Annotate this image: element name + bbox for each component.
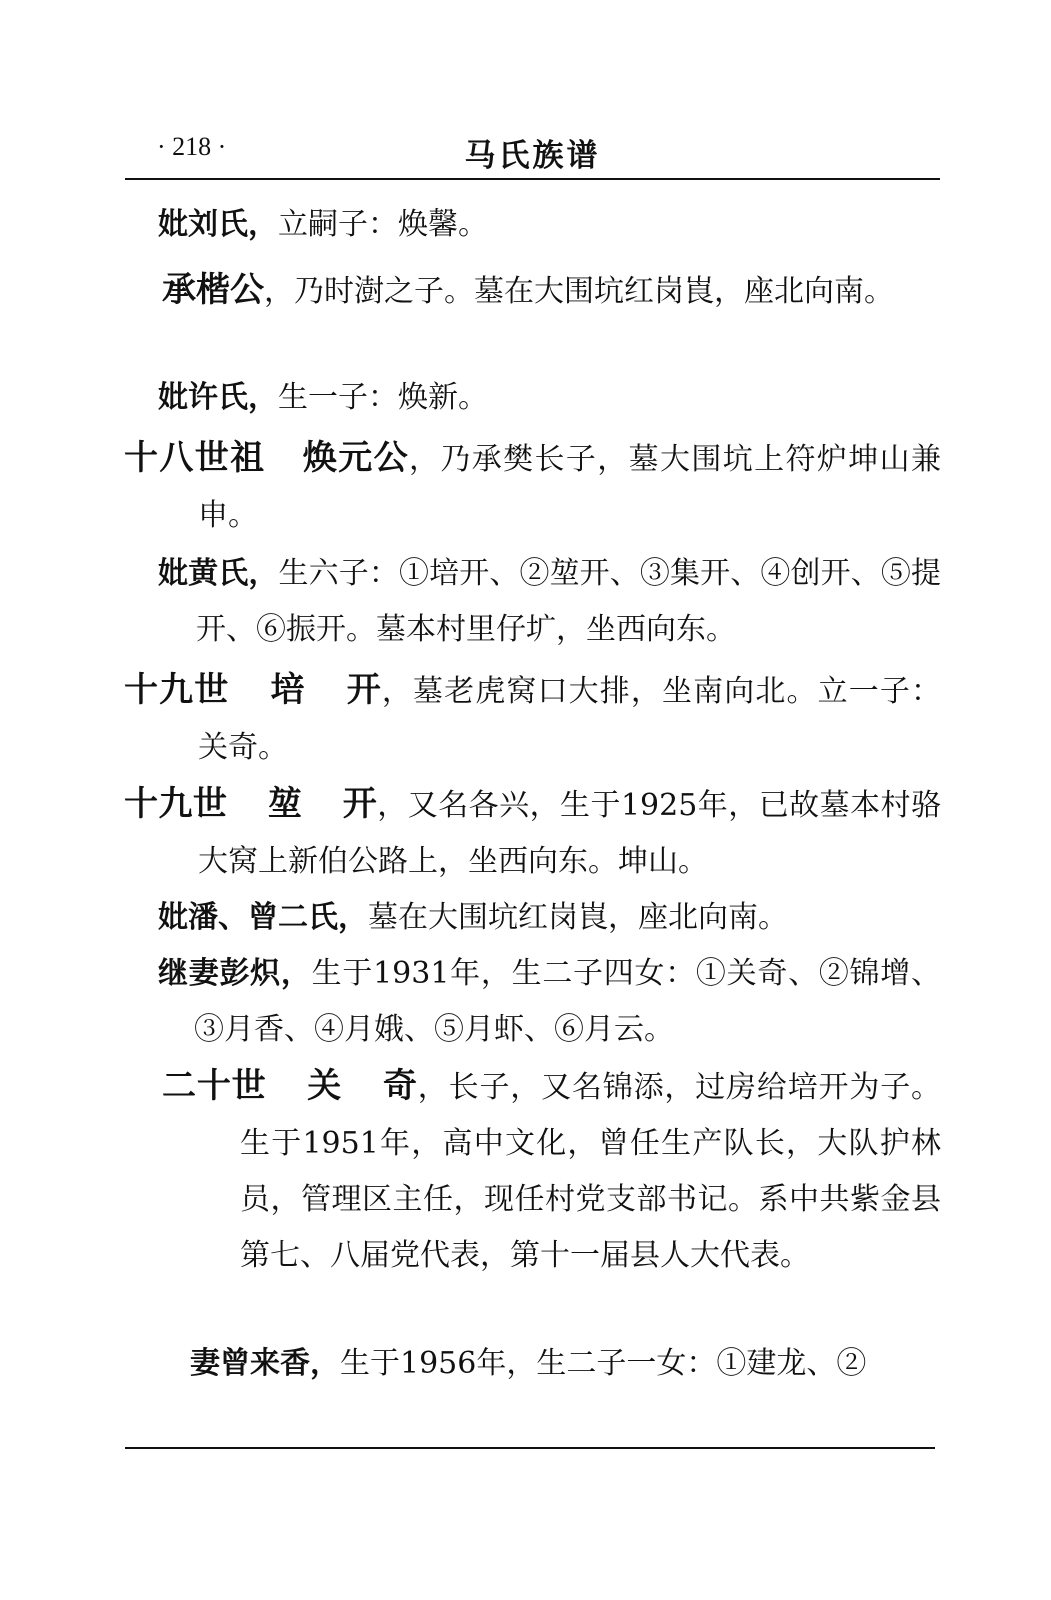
entry-text: 生一子：焕新。 — [278, 380, 488, 415]
entry-text: ，乃承樊长子，墓大围坑上符炉坤山兼申。 — [198, 442, 941, 533]
entry-name-second: 开 — [345, 670, 382, 710]
entry-name-first: 堃 — [267, 784, 303, 824]
footer-rule — [125, 1447, 935, 1449]
entry-text: 生于1931年，生二子四女：①关奇、②锦增、③月香、④月娥、⑤月虾、⑥月云。 — [194, 956, 941, 1047]
entry-text: 立嗣子：焕馨。 — [278, 207, 488, 242]
page-header — [125, 120, 940, 176]
entry-3 — [158, 370, 941, 426]
entry-generation: 十九世 — [124, 784, 228, 824]
entry-name-second: 奇 — [382, 1066, 418, 1106]
entry-generation: 二十世 — [162, 1066, 267, 1106]
entry-text: 生于1956年，生二子一女：①建龙、② — [340, 1346, 867, 1381]
page-number: · 218 · — [157, 132, 227, 161]
entry-6 — [124, 662, 941, 776]
entry-name: 妣刘氏， — [158, 207, 278, 242]
entry-1 — [158, 197, 941, 253]
entry-2 — [162, 262, 941, 320]
entry-name-second: 开 — [342, 784, 378, 824]
entry-name-first: 关 — [306, 1066, 343, 1106]
entry-8 — [158, 890, 941, 946]
entry-generation: 十八世祖 — [124, 438, 266, 478]
entry-text: ，墓老虎窝口大排，坐南向北。立一子：关奇。 — [198, 674, 941, 765]
entry-7 — [124, 776, 942, 890]
entry-text: ，又名各兴，生于1925年，已故墓本村骆大窝上新伯公路上，坐西向东。坤山。 — [198, 788, 942, 879]
entry-name: 焕元公 — [301, 438, 409, 478]
entry-name: 承楷公 — [162, 270, 264, 310]
entry-text: ，乃时澍之子。墓在大围坑红岗崀，座北向南。 — [264, 274, 894, 309]
entry-10 — [162, 1058, 942, 1284]
entry-5 — [158, 546, 942, 658]
entry-text: 墓在大围坑红岗崀，座北向南。 — [368, 900, 788, 935]
entry-generation: 十九世 — [124, 670, 230, 710]
entry-11 — [190, 1336, 941, 1392]
entry-4 — [124, 430, 941, 544]
entry-9 — [158, 946, 941, 1058]
entry-name: 妣潘、曾二氏， — [158, 900, 368, 935]
header-rule — [125, 178, 940, 180]
entry-name: 继妻彭炽， — [158, 956, 312, 991]
entry-name: 妻曾来香， — [190, 1346, 340, 1381]
entry-text: ，长子，又名锦添，过房给培开为子。生于1951年，高中文化，曾任生产队长，大队护林员，管理区主任，现任村党支部书记。系中共紫金县第七、八届党代表，第十一届县人大代表。 — [240, 1070, 942, 1273]
entry-name: 妣许氏， — [158, 380, 278, 415]
entry-name-first: 培 — [269, 670, 306, 710]
page-title: 马氏族谱 — [464, 138, 601, 174]
entry-text: 生六子：①培开、②堃开、③集开、④创开、⑤提开、⑥振开。墓本村里仔圹，坐西向东。 — [196, 556, 942, 647]
entry-name: 妣黄氏， — [158, 556, 279, 591]
